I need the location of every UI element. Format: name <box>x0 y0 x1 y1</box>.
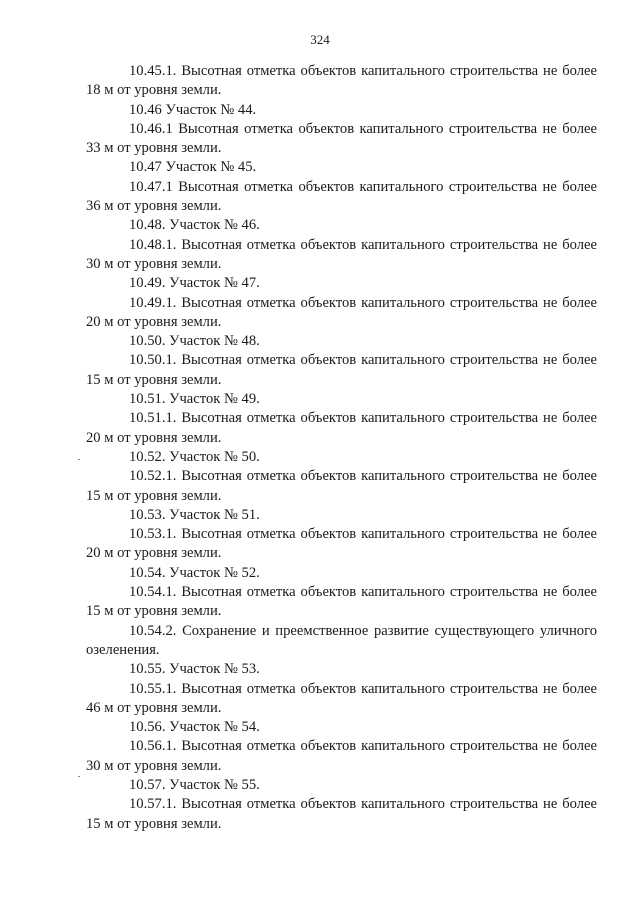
paragraph: 10.49.1. Высотная отметка объектов капитального строительства не более 20 м от уровня земли. <box>86 294 597 330</box>
paragraph: 10.49. Участок № 47. <box>129 275 260 292</box>
paragraph: 10.52. Участок № 50. <box>129 448 260 465</box>
paragraph: 10.57. Участок № 55. <box>129 776 260 793</box>
paragraph: 10.51. Участок № 49. <box>129 391 260 408</box>
paragraph: 10.56.1. Высотная отметка объектов капитального строительства не более 30 м от уровня земли. <box>86 738 597 774</box>
scan-speck <box>78 776 80 777</box>
paragraph: 10.45.1. Высотная отметка объектов капитального строительства не более 18 м от уровня земли. <box>86 63 597 99</box>
paragraph: 10.47.1 Высотная отметка объектов капитального строительства не более 36 м от уровня земли. <box>86 178 597 215</box>
scan-speck <box>78 459 80 460</box>
paragraph: 10.55. Участок № 53. <box>129 661 260 678</box>
paragraph: 10.50.1. Высотная отметка объектов капитального строительства не более 15 м от уровня земли. <box>86 352 597 388</box>
paragraph: 10.53. Участок № 51. <box>129 506 260 523</box>
paragraph: 10.53.1. Высотная отметка объектов капитального строительства не более 20 м от уровня земли. <box>86 526 597 562</box>
document-body <box>86 62 597 834</box>
paragraph: 10.46.1 Высотная отметка объектов капитального строительства не более 33 м от уровня земли. <box>86 120 597 157</box>
paragraph: 10.46 Участок № 44. <box>129 101 257 118</box>
paragraph: 10.52.1. Высотная отметка объектов капитального строительства не более 15 м от уровня земли. <box>86 468 597 504</box>
paragraph: 10.50. Участок № 48. <box>129 333 260 350</box>
paragraph: 10.48.1. Высотная отметка объектов капитального строительства не более 30 м от уровня земли. <box>86 236 597 272</box>
paragraph: 10.56. Участок № 54. <box>129 719 260 736</box>
paragraph: 10.47 Участок № 45. <box>129 159 257 176</box>
paragraph: 10.54.1. Высотная отметка объектов капитального строительства не более 15 м от уровня земли. <box>86 584 597 620</box>
paragraph: 10.57.1. Высотная отметка объектов капитального строительства не более 15 м от уровня земли. <box>86 796 597 832</box>
paragraph: 10.54. Участок № 52. <box>129 564 260 581</box>
paragraph: 10.55.1. Высотная отметка объектов капитального строительства не более 46 м от уровня земли. <box>86 680 597 716</box>
paragraph: 10.51.1. Высотная отметка объектов капитального строительства не более 20 м от уровня земли. <box>86 410 597 446</box>
paragraph: 10.48. Участок № 46. <box>129 217 260 234</box>
paragraph: 10.54.2. Сохранение и преемственное развитие существующего уличного озеленения. <box>86 622 597 658</box>
page-number: 324 <box>310 32 330 47</box>
